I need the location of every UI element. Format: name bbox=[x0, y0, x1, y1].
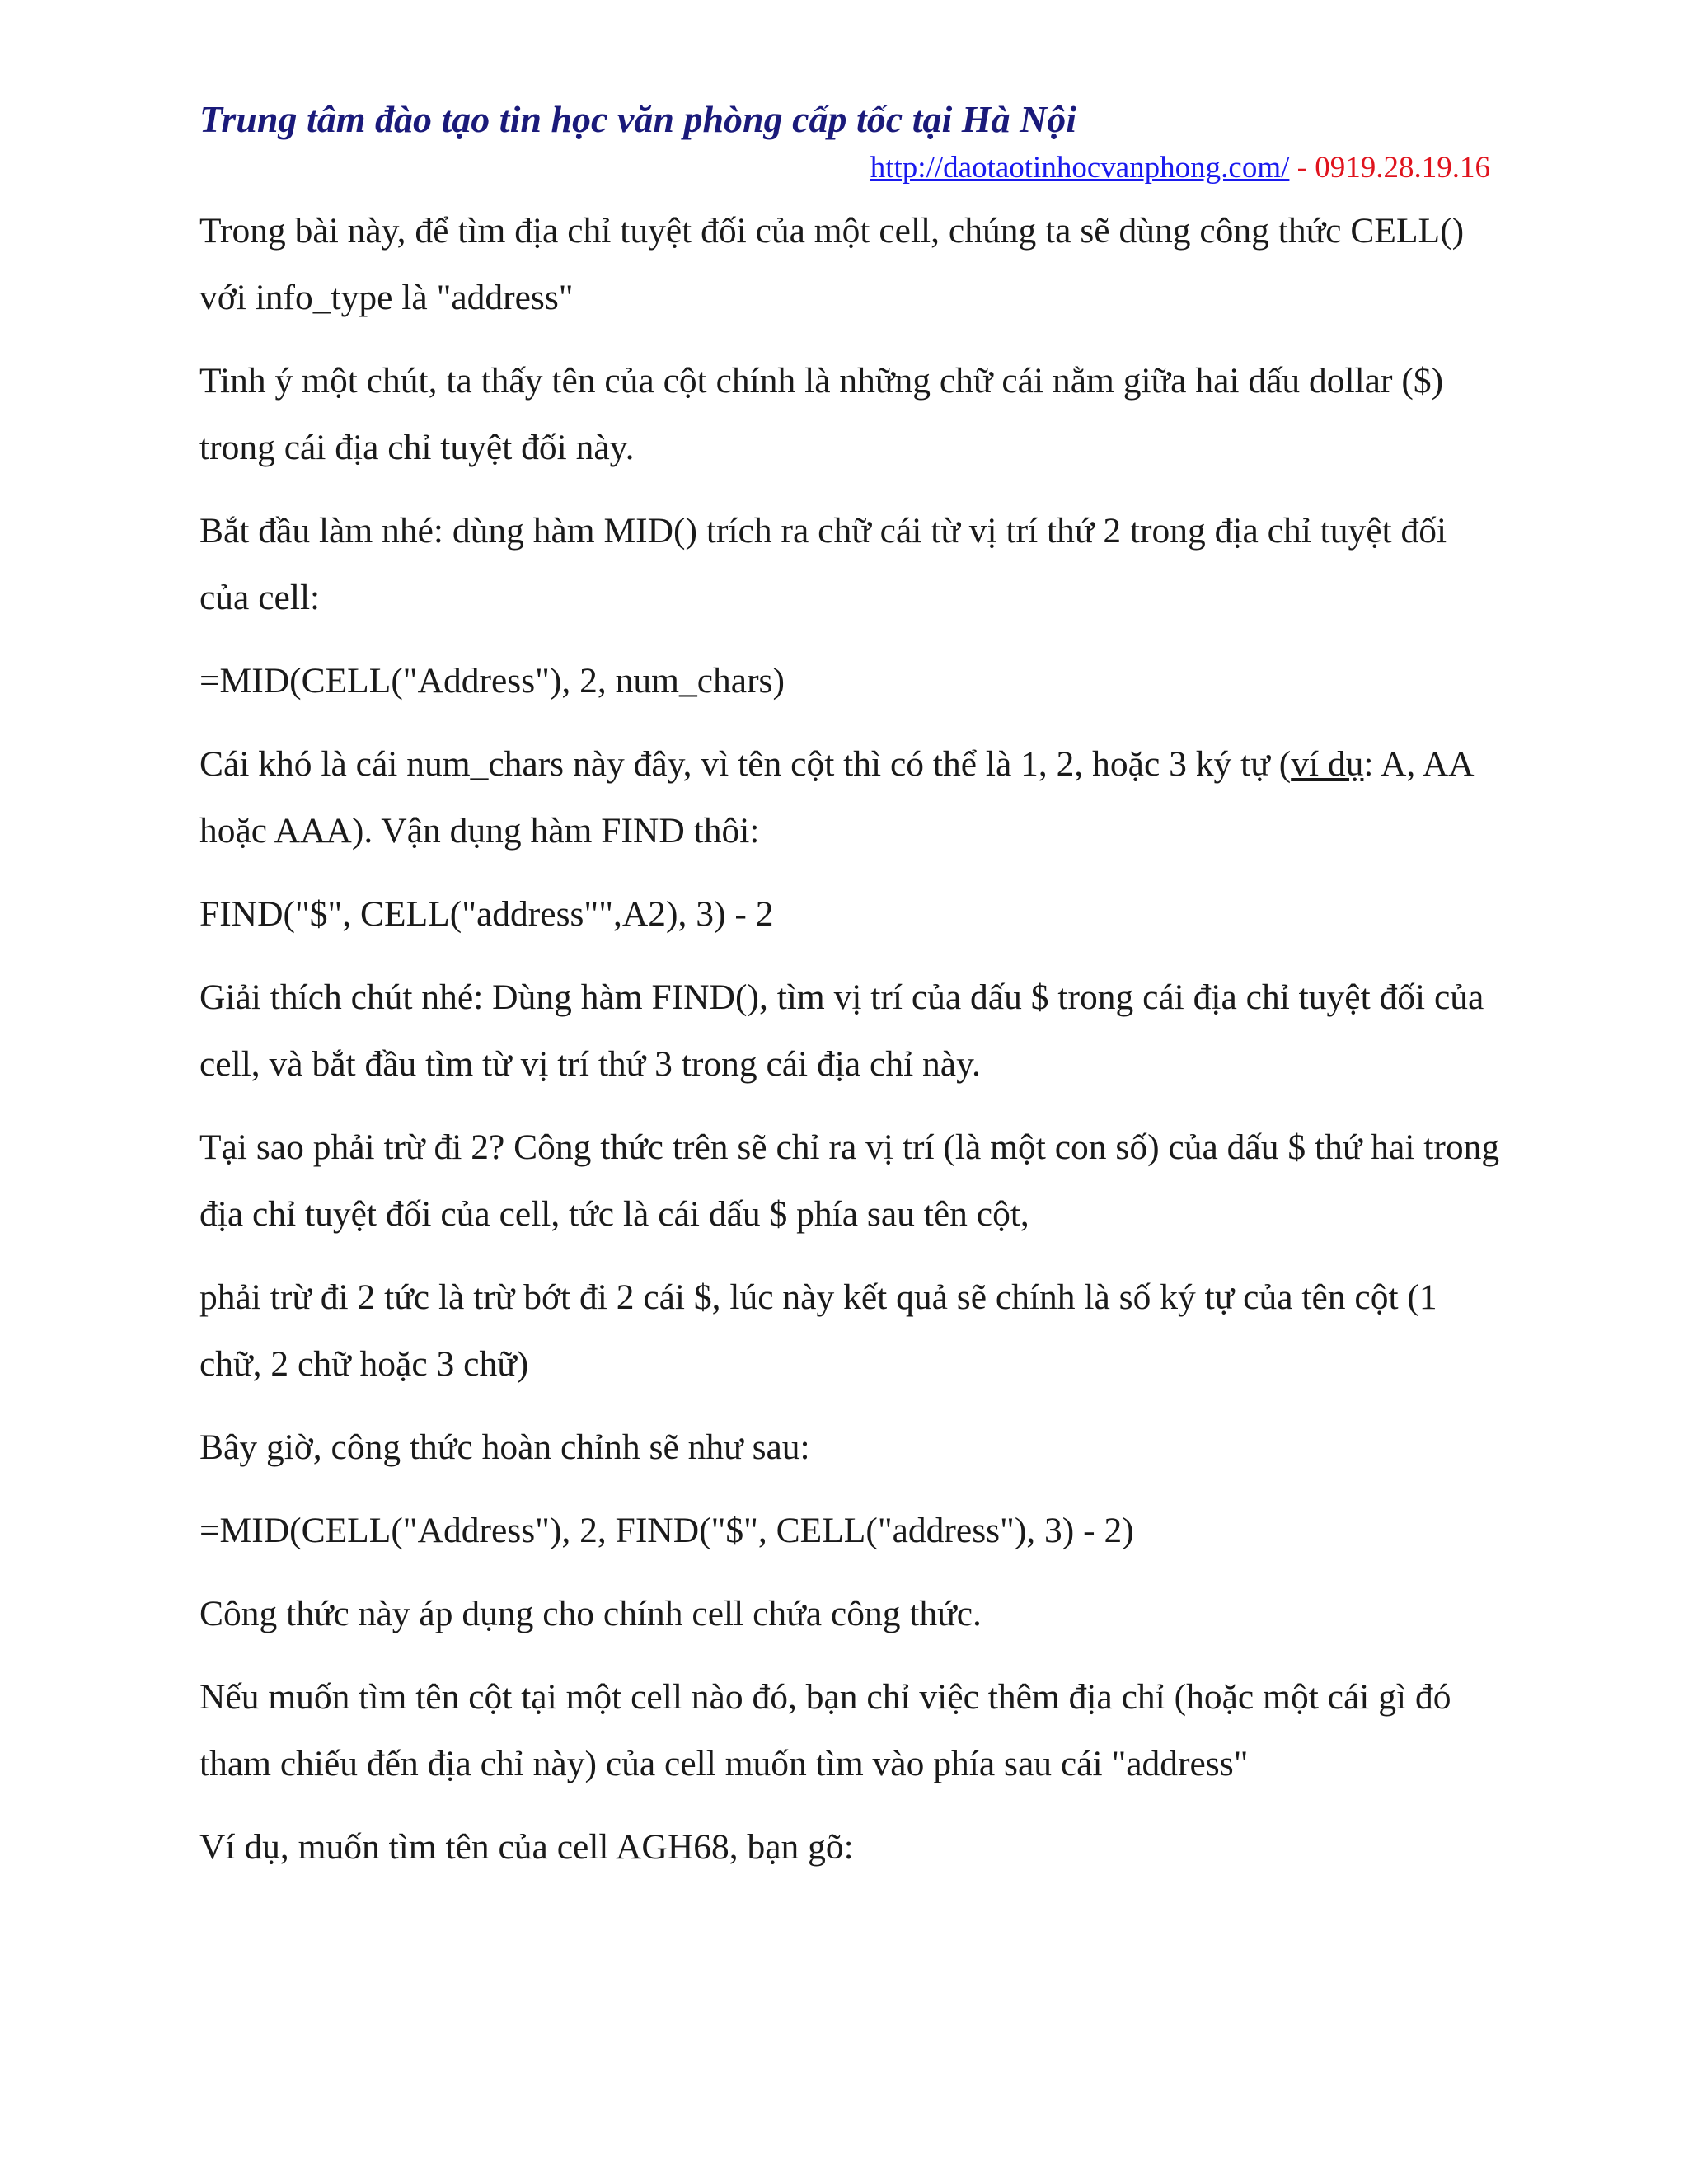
contact-separator: - bbox=[1289, 151, 1315, 185]
formula-find: FIND("$", CELL("address"",A2), 3) - 2 bbox=[199, 894, 774, 934]
website-link[interactable]: http://daotaotinhocvanphong.com/ bbox=[870, 151, 1290, 185]
phone-number: 0919.28.19.16 bbox=[1315, 151, 1490, 185]
page-header-title: Trung tâm đào tạo tin học văn phòng cấp tốc tại Hà Nội bbox=[199, 98, 1077, 140]
paragraph-num-chars-after: : A, AA hoặc AAA). Vận dụng hàm FIND thôi: bbox=[199, 744, 1473, 851]
paragraph-applies: Công thức này áp dụng cho chính cell chứa công thức. bbox=[199, 1594, 982, 1633]
formula-complete: =MID(CELL("Address"), 2, FIND("$", CELL("address"), 3) - 2) bbox=[199, 1511, 1134, 1550]
paragraph-num-chars bbox=[199, 731, 1502, 865]
paragraph-mid-start: Bắt đầu làm nhé: dùng hàm MID() trích ra chữ cái từ vị trí thứ 2 trong địa chỉ tuyệt đối của cell: bbox=[199, 511, 1447, 617]
paragraph-example: Ví dụ, muốn tìm tên của cell AGH68, bạn gõ: bbox=[199, 1827, 854, 1867]
paragraph-minus-two: Tại sao phải trừ đi 2? Công thức trên sẽ chỉ ra vị trí (là một con số) của dấu $ thứ hai trong địa chỉ tuyệt đối của cell, tức là cái dấu $ phía sau tên cột, bbox=[199, 1127, 1500, 1234]
paragraph-complete-formula: Bây giờ, công thức hoàn chỉnh sẽ như sau: bbox=[199, 1427, 810, 1467]
paragraph-other-cell: Nếu muốn tìm tên cột tại một cell nào đó, bạn chỉ việc thêm địa chỉ (hoặc một cái gì đó tham chiếu đến địa chỉ này) của cell muốn tìm vào phía sau cái "address" bbox=[199, 1677, 1451, 1783]
formula-mid-partial: =MID(CELL("Address"), 2, num_chars) bbox=[199, 661, 785, 701]
article-body bbox=[199, 198, 1502, 1897]
paragraph-intro: Trong bài này, để tìm địa chỉ tuyệt đối của một cell, chúng ta sẽ dùng công thức CELL() với info_type là "address" bbox=[199, 211, 1465, 317]
paragraph-observation: Tinh ý một chút, ta thấy tên của cột chính là những chữ cái nằm giữa hai dấu dollar ($) trong cái địa chỉ tuyệt đối này. bbox=[199, 361, 1444, 467]
paragraph-result: phải trừ đi 2 tức là trừ bớt đi 2 cái $, lúc này kết quả sẽ chính là số ký tự của tên cột (1 chữ, 2 chữ hoặc 3 chữ) bbox=[199, 1277, 1437, 1384]
example-link[interactable]: ví dụ bbox=[1291, 744, 1364, 784]
paragraph-find-explain: Giải thích chút nhé: Dùng hàm FIND(), tìm vị trí của dấu $ trong cái địa chỉ tuyệt đối của cell, và bắt đầu tìm từ vị trí thứ 3 trong cái địa chỉ này. bbox=[199, 977, 1484, 1084]
paragraph-num-chars-before: Cái khó là cái num_chars này đây, vì tên cột thì có thể là 1, 2, hoặc 3 ký tự ( bbox=[199, 744, 1292, 784]
header-contact-line bbox=[870, 150, 1490, 185]
